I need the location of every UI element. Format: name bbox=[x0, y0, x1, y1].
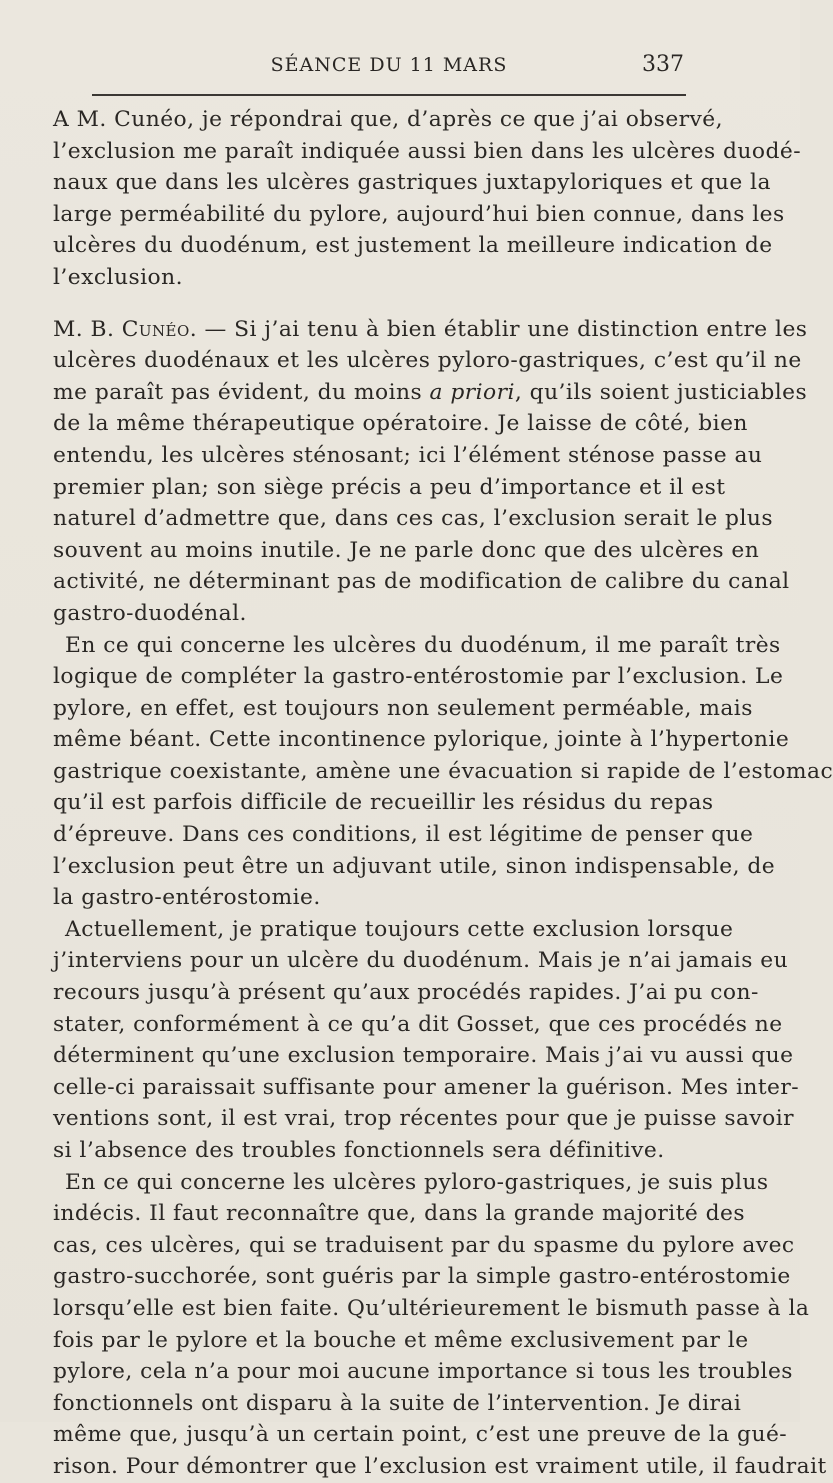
text-line: gastro-duodénal. bbox=[53, 600, 247, 626]
text-line: même béant. Cette incontinence pylorique, jointe à l’hypertonie bbox=[53, 727, 790, 753]
running-header bbox=[92, 52, 686, 82]
text-line: lorsqu’elle est bien faite. Qu’ultérieurement le bismuth passe à la bbox=[53, 1295, 810, 1321]
page-number: 337 bbox=[642, 52, 684, 77]
text-line: rison. Pour démontrer que l’exclusion est vraiment utile, il faudrait bbox=[53, 1453, 827, 1479]
text-line: l’exclusion peut être un adjuvant utile, sinon indispensable, de bbox=[53, 853, 776, 879]
text-line: j’interviens pour un ulcère du duodénum. Mais je n’ai jamais eu bbox=[53, 948, 789, 974]
text-line: ulcères du duodénum, est justement la meilleure indication de bbox=[53, 233, 773, 259]
text-line: En ce qui concerne les ulcères pyloro-gastriques, je suis plus bbox=[65, 1169, 769, 1195]
text-line: qu’il est parfois difficile de recueillir les résidus du repas bbox=[53, 790, 714, 816]
text-line: pylore, cela n’a pour moi aucune importance si tous les troubles bbox=[53, 1359, 793, 1385]
text-line: fonctionnels ont disparu à la suite de l’intervention. Je dirai bbox=[53, 1390, 742, 1416]
text-line: premier plan; son siège précis a peu d’importance et il est bbox=[53, 474, 726, 500]
text-line: la gastro-entérostomie. bbox=[53, 885, 321, 911]
italic-phrase: a priori bbox=[429, 379, 515, 405]
paragraph-1 bbox=[53, 104, 802, 294]
text-line: gastrique coexistante, amène une évacuation si rapide de l’estomac bbox=[53, 758, 833, 784]
text-run: — Si j’ai tenu à bien établir une distinction entre les bbox=[204, 316, 808, 342]
paragraph-4 bbox=[53, 914, 800, 1167]
speaker-name: M. B. Cunéo. bbox=[53, 316, 198, 342]
text-line: large perméabilité du pylore, aujourd’hui bien connue, dans les bbox=[53, 201, 785, 227]
text-line: fois par le pylore et la bouche et même exclusivement par le bbox=[53, 1327, 749, 1353]
text-line: celle-ci paraissait suffisante pour amener la guérison. Mes inter- bbox=[53, 1074, 800, 1100]
text-line: de la même thérapeutique opératoire. Je laisse de côté, bien bbox=[53, 411, 748, 437]
text-line: pylore, en effet, est toujours non seulement perméable, mais bbox=[53, 695, 753, 721]
text-line: indécis. Il faut reconnaître que, dans la grande majorité des bbox=[53, 1201, 746, 1227]
header-rule bbox=[92, 94, 686, 96]
text-line-with-italic: me paraît pas évident, du moins a priori, qu’ils soient justiciables bbox=[53, 379, 808, 405]
text-line: activité, ne déterminant pas de modification de calibre du canal bbox=[53, 569, 790, 595]
text-line: cas, ces ulcères, qui se traduisent par du spasme du pylore avec bbox=[53, 1232, 795, 1258]
paragraph-2 bbox=[53, 314, 808, 630]
text-line: d’épreuve. Dans ces conditions, il est légitime de penser que bbox=[53, 822, 754, 848]
text-line: ventions sont, il est vrai, trop récentes pour que je puisse savoir bbox=[53, 1106, 795, 1132]
text-line: recours jusqu’à présent qu’aux procédés rapides. J’ai pu con- bbox=[53, 980, 759, 1006]
text-line: Actuellement, je pratique toujours cette exclusion lorsque bbox=[65, 916, 734, 942]
text-line: naturel d’admettre que, dans ces cas, l’exclusion serait le plus bbox=[53, 506, 773, 532]
text-line: stater, conformément à ce qu’a dit Gosset, que ces procédés ne bbox=[53, 1011, 783, 1037]
text-line: En ce qui concerne les ulcères du duodénum, il me paraît très bbox=[65, 632, 781, 658]
paragraph-gap bbox=[53, 294, 685, 314]
text-line: naux que dans les ulcères gastriques juxtapyloriques et que la bbox=[53, 170, 771, 196]
text-line: déterminent qu’une exclusion temporaire. Mais j’ai vu aussi que bbox=[53, 1043, 794, 1069]
text-line: souvent au moins inutile. Je ne parle donc que des ulcères en bbox=[53, 537, 760, 563]
body-text bbox=[53, 104, 833, 1483]
paragraph-5 bbox=[53, 1167, 827, 1483]
text-line: gastro-succhorée, sont guéris par la simple gastro-entérostomie bbox=[53, 1264, 791, 1290]
running-title: SÉANCE DU 11 MARS bbox=[270, 54, 508, 76]
text-line: logique de compléter la gastro-entérostomie par l’exclusion. Le bbox=[53, 664, 784, 690]
text-line: l’exclusion me paraît indiquée aussi bien dans les ulcères duodé- bbox=[53, 138, 802, 164]
text-line: l’exclusion. bbox=[53, 264, 183, 290]
paragraph-3 bbox=[53, 630, 833, 914]
text-line: A M. Cunéo, je répondrai que, d’après ce que j’ai observé, bbox=[53, 107, 724, 132]
text-line: ulcères duodénaux et les ulcères pyloro-gastriques, c’est qu’il ne bbox=[53, 348, 802, 374]
text-line: entendu, les ulcères sténosant; ici l’élément sténose passe au bbox=[53, 442, 763, 468]
text-line: si l’absence des troubles fonctionnels sera définitive. bbox=[53, 1138, 665, 1163]
text-line-with-speaker bbox=[53, 314, 808, 346]
text-line: même que, jusqu’à un certain point, c’est une preuve de la gué- bbox=[53, 1422, 788, 1448]
